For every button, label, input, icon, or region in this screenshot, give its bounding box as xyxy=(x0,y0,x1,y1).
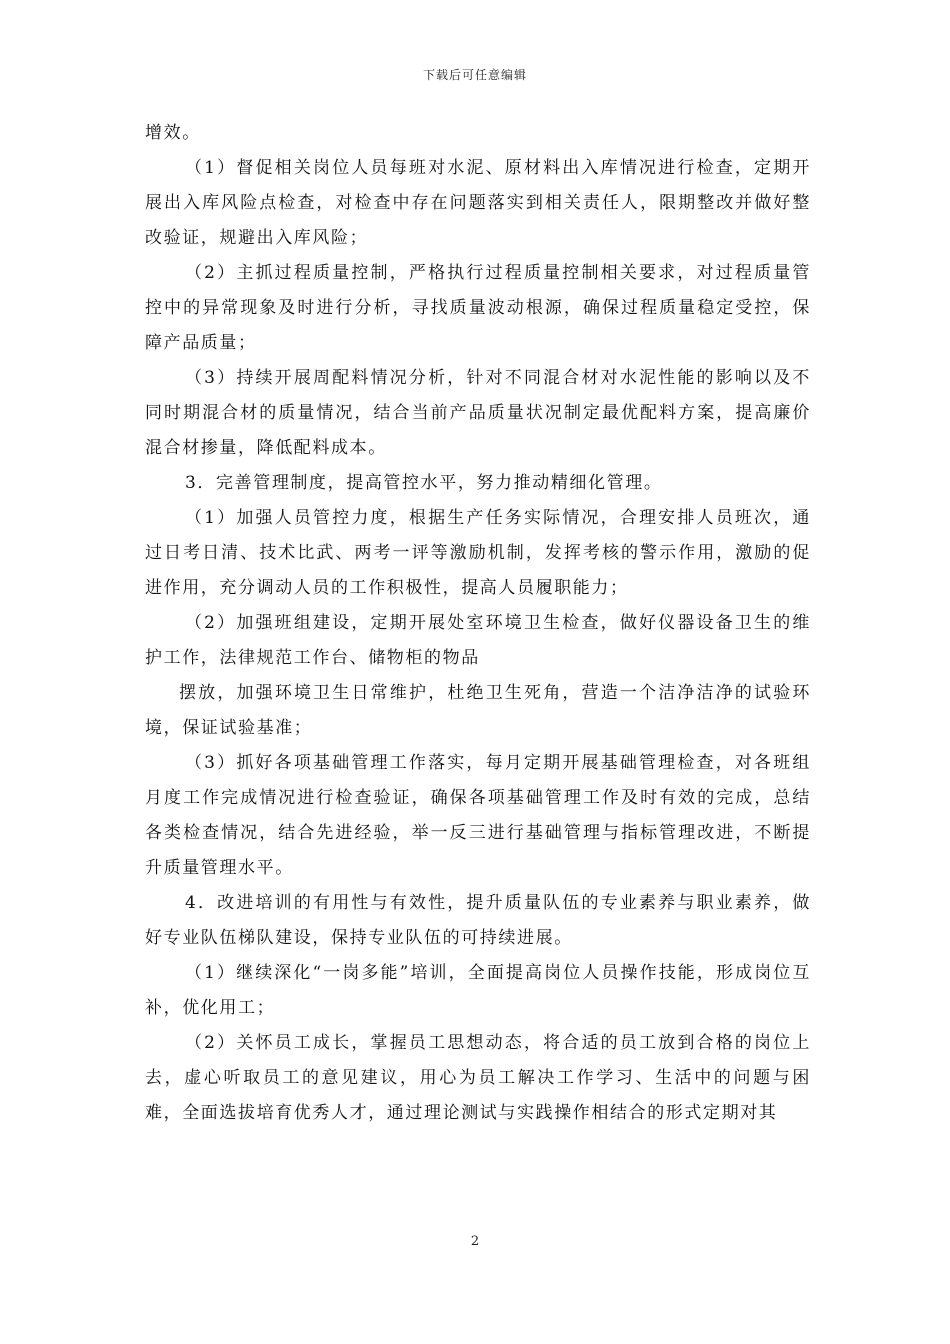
paragraph: （1）加强人员管控力度，根据生产任务实际情况，合理安排人员班次，通过日考日清、技术比武、两考一评等激励机制，发挥考核的警示作用，激励的促进作用，充分调动人员的工作积极性，提高人员履职能力； xyxy=(145,508,811,598)
paragraph: 摆放，加强环境卫生日常维护，杜绝卫生死角，营造一个洁净洁净的试验环境，保证试验基准； xyxy=(145,683,811,738)
page-header: 下载后可任意编辑 xyxy=(422,68,527,82)
paragraph: （2）关怀员工成长，掌握员工思想动态，将合适的员工放到合格的岗位上去，虚心听取员工的意见建议，用心为员工解决工作学习、生活中的问题与困难，全面选拔培育优秀人才，通过理论测试与实践操作相结合的形式定期对其 xyxy=(145,1033,811,1123)
paragraph: （1）继续深化“一岗多能”培训，全面提高岗位人员操作技能，形成岗位互补，优化用工； xyxy=(145,963,811,1018)
paragraph: （3）持续开展周配料情况分析，针对不同混合材对水泥性能的影响以及不同时期混合材的质量情况，结合当前产品质量状况制定最优配料方案，提高廉价混合材掺量，降低配料成本。 xyxy=(145,368,811,458)
section-heading: 3．完善管理制度，提高管控水平，努力推动精细化管理。 xyxy=(185,473,663,493)
document-body xyxy=(145,116,811,1131)
paragraph: （3）抓好各项基础管理工作落实，每月定期开展基础管理检查，对各班组月度工作完成情况进行检查验证，确保各项基础管理工作及时有效的完成，总结各类检查情况，结合先进经验，举一反三进行基础管理与指标管理改进，不断提升质量管理水平。 xyxy=(145,753,811,878)
section-heading: 4．改进培训的有用性与有效性，提升质量队伍的专业素养与职业素养，做好专业队伍梯队建设，保持专业队伍的可持续进展。 xyxy=(145,893,811,948)
paragraph: 增效。 xyxy=(145,123,201,143)
page-number: 2 xyxy=(470,1234,480,1249)
paragraph: （2）加强班组建设，定期开展处室环境卫生检查，做好仪器设备卫生的维护工作，法律规范工作台、储物柜的物品 xyxy=(145,613,811,668)
paragraph: （1）督促相关岗位人员每班对水泥、原材料出入库情况进行检查，定期开展出入库风险点检查，对检查中存在问题落实到相关责任人，限期整改并做好整改验证，规避出入库风险； xyxy=(145,158,811,248)
paragraph: （2）主抓过程质量控制，严格执行过程质量控制相关要求，对过程质量管控中的异常现象及时进行分析，寻找质量波动根源，确保过程质量稳定受控，保障产品质量； xyxy=(145,263,811,353)
